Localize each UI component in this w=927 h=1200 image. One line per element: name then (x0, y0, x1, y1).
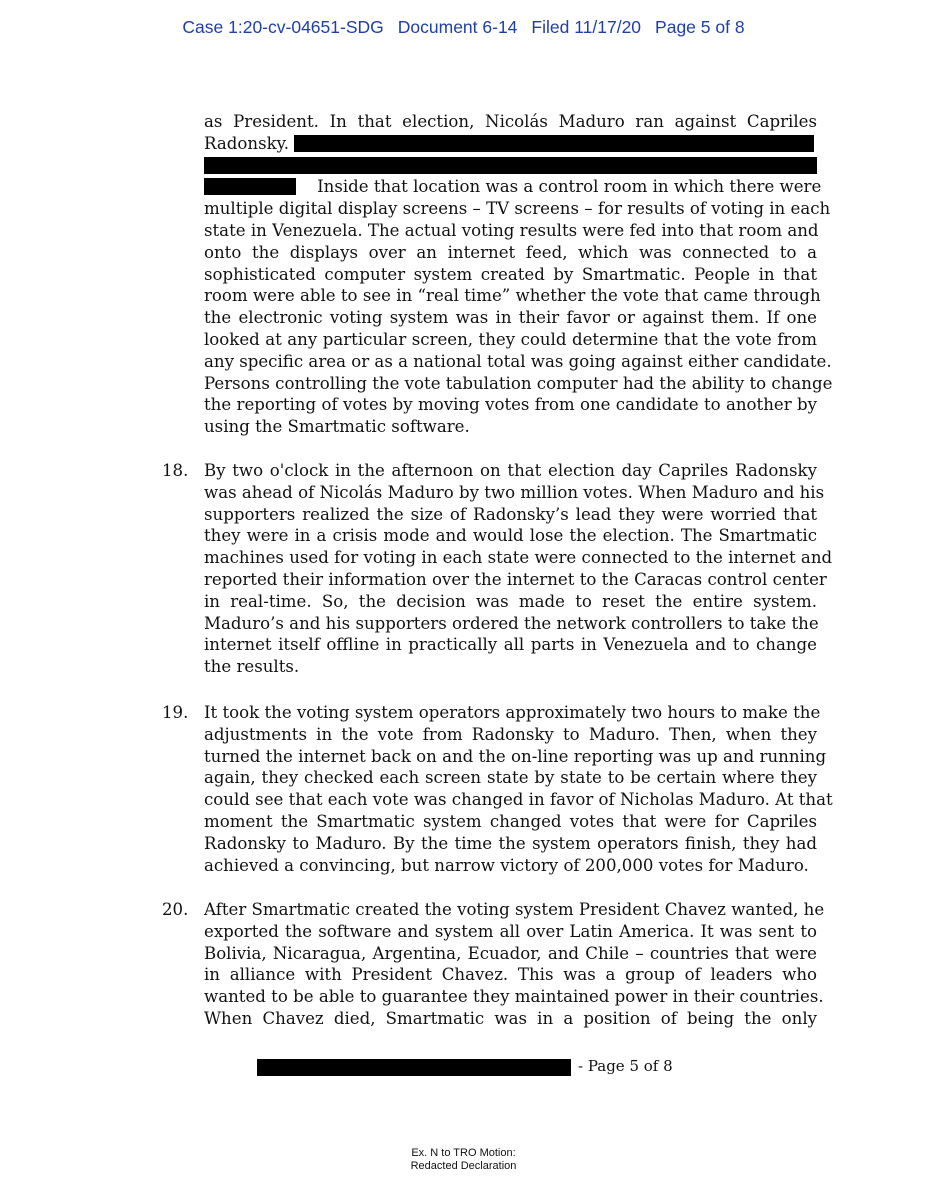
paragraph-line: When Chavez died, Smartmatic was in a position of being the only (204, 1008, 817, 1028)
redaction-bar (294, 135, 814, 152)
paragraph-number-18: 18. (162, 461, 189, 480)
paragraph-number-19: 19. (162, 703, 189, 722)
paragraph-19 (204, 702, 833, 876)
footer-redaction-bar (257, 1059, 571, 1076)
paragraph-line: again, they checked each screen state by state to be certain where they (204, 768, 817, 788)
intro-line: Persons controlling the vote tabulation computer had the ability to change (204, 373, 833, 393)
intro-line-2-text: Radonsky. (204, 133, 290, 153)
redaction-bar (204, 178, 296, 195)
intro-line: using the Smartmatic software. (204, 417, 470, 437)
paragraph-line: Maduro’s and his supporters ordered the network controllers to take the (204, 613, 819, 633)
paragraph-line: wanted to be able to guarantee they maintained power in their countries. (204, 987, 824, 1007)
header-page-number: Page 5 of 8 (655, 17, 745, 37)
paragraph-line: adjustments in the vote from Radonsky to Maduro. Then, when they (204, 724, 817, 744)
intro-line: multiple digital display screens – TV screens – for results of voting in each (204, 199, 831, 219)
exhibit-label (0, 1147, 927, 1173)
intro-line: the electronic voting system was in their favor or against them. If one (204, 308, 817, 328)
filed-date: Filed 11/17/20 (531, 17, 642, 37)
paragraph-line: the results. (204, 657, 300, 677)
intro-line: sophisticated computer system created by Smartmatic. People in that (204, 264, 817, 284)
paragraph-line: Radonsky to Maduro. By the time the system operators finish, they had (204, 833, 817, 853)
paragraph-18 (204, 460, 833, 678)
footer-page-number: - Page 5 of 8 (578, 1057, 673, 1075)
exhibit-line-2: Redacted Declaration (410, 1160, 517, 1172)
intro-line: state in Venezuela. The actual voting results were fed into that room and (204, 220, 819, 240)
case-header (0, 17, 927, 38)
paragraph-line: moment the Smartmatic system changed votes that were for Capriles (204, 811, 817, 831)
intro-line: looked at any particular screen, they could determine that the vote from (204, 329, 817, 349)
intro-line-3 (204, 155, 817, 177)
paragraph-line: machines used for voting in each state were connected to the internet and (204, 548, 833, 568)
paragraph-line: in real-time. So, the decision was made to reset the entire system. (204, 591, 817, 611)
redaction-bar (204, 157, 817, 174)
paragraph-20 (204, 899, 825, 1030)
exhibit-line-1: Ex. N to TRO Motion: (411, 1147, 516, 1159)
paragraph-line: in alliance with President Chavez. This was a group of leaders who (204, 965, 817, 985)
paragraph-line: they were in a crisis mode and would lose the election. The Smartmatic (204, 526, 817, 546)
paragraph-line: supporters realized the size of Radonsky’s lead they were worried that (204, 504, 817, 524)
intro-paragraph (204, 111, 833, 438)
paragraph-line: By two o'clock in the afternoon on that election day Capriles Radonsky (204, 461, 817, 480)
paragraph-line: reported their information over the internet to the Caracas control center (204, 569, 827, 589)
intro-line: room were able to see in “real time” whether the vote that came through (204, 286, 821, 306)
paragraph-line: turned the internet back on and the on-line reporting was up and running (204, 746, 827, 766)
paragraph-line: It took the voting system operators approximately two hours to make the (204, 703, 821, 722)
paragraph-number-20: 20. (162, 900, 189, 919)
intro-line: the reporting of votes by moving votes from one candidate to another by (204, 395, 817, 415)
intro-line: any specific area or as a national total was going against either candidate. (204, 351, 832, 371)
intro-line-2 (204, 133, 817, 155)
paragraph-line: After Smartmatic created the voting system President Chavez wanted, he (204, 900, 825, 919)
paragraph-line: exported the software and system all over Latin America. It was sent to (204, 921, 817, 941)
intro-line-4 (204, 176, 822, 198)
paragraph-line: achieved a convincing, but narrow victory of 200,000 votes for Maduro. (204, 855, 809, 875)
intro-line-1: as President. In that election, Nicolás Maduro ran against Capriles (204, 112, 817, 131)
intro-line-4-text: Inside that location was a control room in which there were (317, 177, 822, 197)
paragraph-line: could see that each vote was changed in favor of Nicholas Maduro. At that (204, 790, 833, 810)
document-number: Document 6-14 (397, 17, 518, 37)
case-number: Case 1:20-cv-04651-SDG (182, 17, 384, 37)
paragraph-line: was ahead of Nicolás Maduro by two million votes. When Maduro and his (204, 482, 825, 502)
paragraph-line: internet itself offline in practically all parts in Venezuela and to change (204, 635, 817, 655)
intro-line: onto the displays over an internet feed, which was connected to a (204, 242, 817, 262)
paragraph-line: Bolivia, Nicaragua, Argentina, Ecuador, and Chile – countries that were (204, 943, 817, 963)
